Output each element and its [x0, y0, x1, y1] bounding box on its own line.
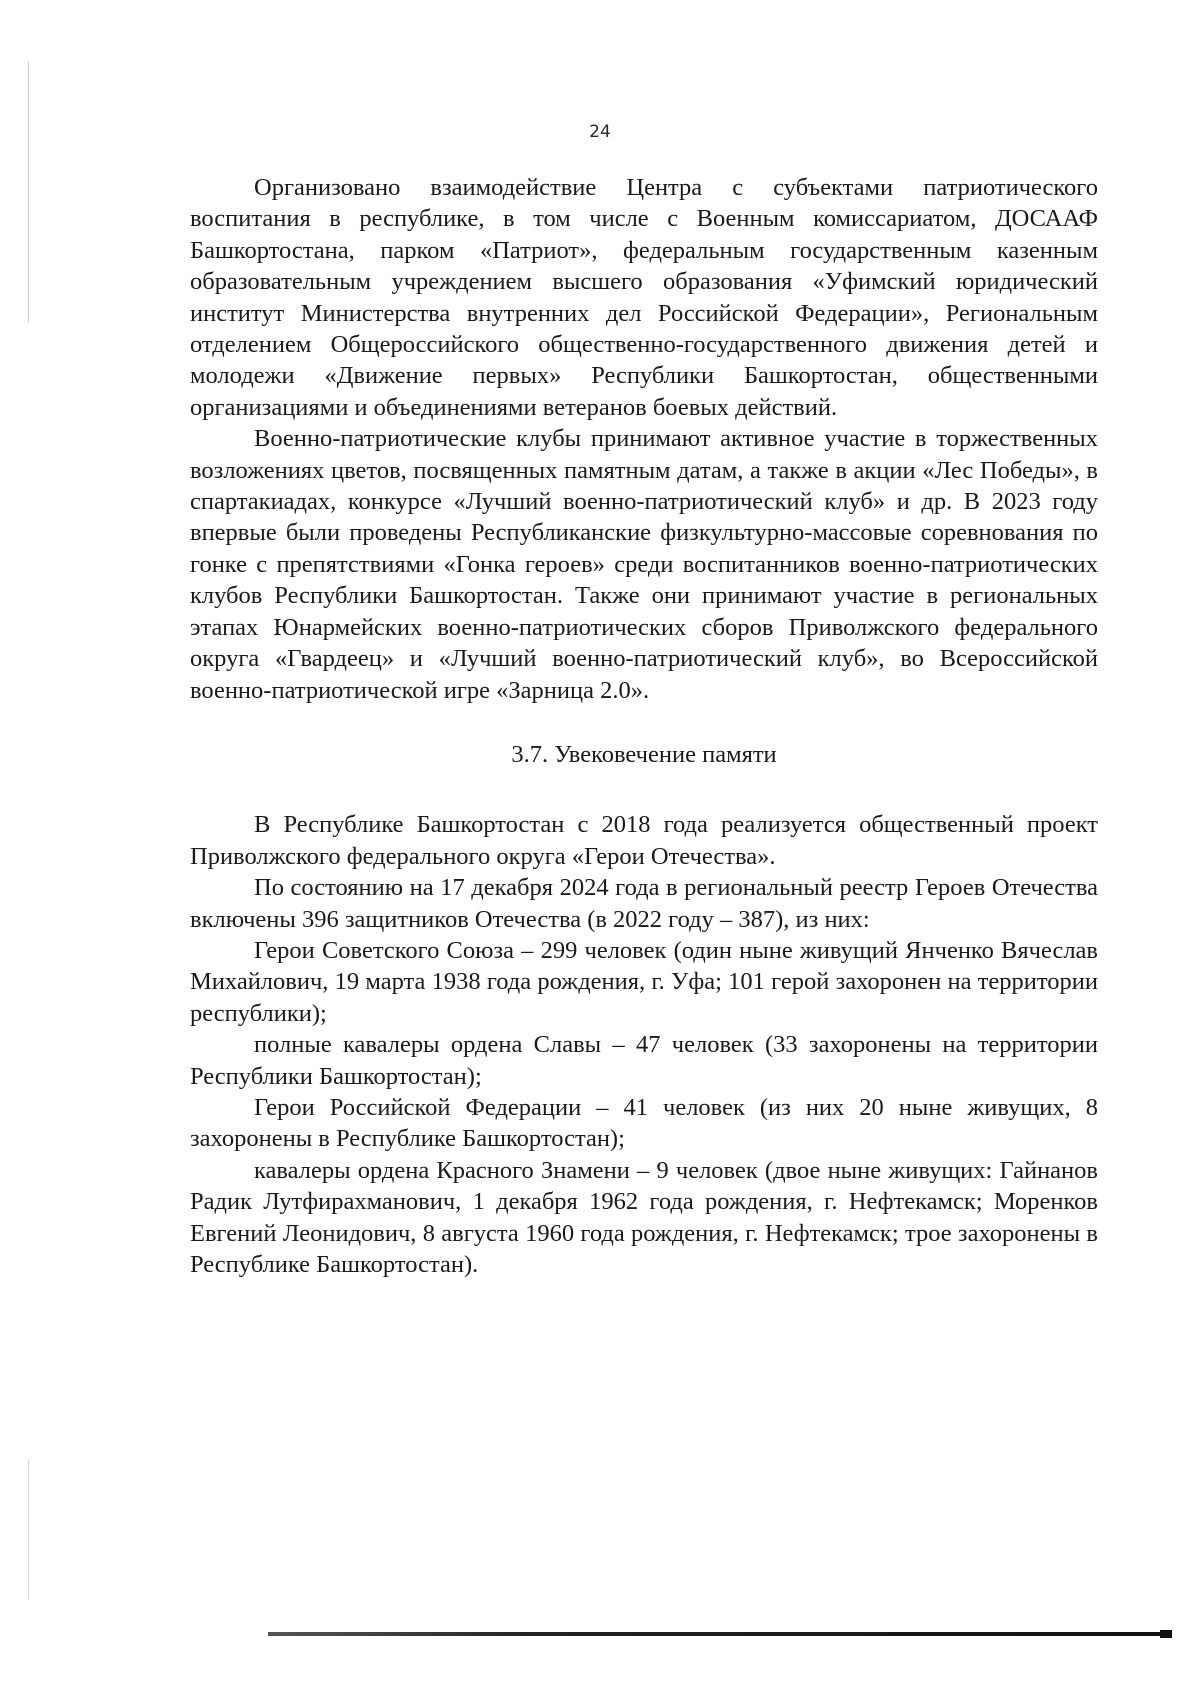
scan-margin-line: [28, 1460, 29, 1600]
paragraph-red-banner: кавалеры ордена Красного Знамени – 9 человек (двое ныне живущих: Гайнанов Радик Лутфирахманович, 1 декабря 1962 года рождения, г. Нефтекамск; Моренков Евгений Леонидович, 8 августа 1960 года рождения, г. Нефтекамск; трое захоронены в Республике Башкортостан).: [190, 1156, 1098, 1278]
section-heading: 3.7. Увековечение памяти: [511, 740, 777, 768]
paragraph-russian-heroes: Герои Российской Федерации – 41 человек (из них 20 ныне живущих, 8 захоронены в Республике Башкортостан);: [190, 1093, 1098, 1153]
scan-bottom-border-end: [1160, 1630, 1172, 1638]
document-body: [190, 172, 1098, 1280]
scan-margin-line: [28, 62, 29, 322]
paragraph-heroes-project: В Республике Башкортостан с 2018 года реализуется общественный проект Приволжского федерального округа «Герои Отечества».: [190, 811, 1098, 870]
paragraph-registry: По состоянию на 17 декабря 2024 года в региональный реестр Героев Отечества включены 396 защитников Отечества (в 2022 году – 387), из них:: [190, 874, 1098, 933]
paragraph-cooperation: Организовано взаимодействие Центра с субъектами патриотического воспитания в республике, в том числе с Военным комиссариатом, ДОСААФ Башкортостана, парком «Патриот», федеральным государственным казенным образовательным учреждением высшего образования «Уфимский юридический институт Министерства внутренних дел Российской Федерации», Региональным отделением Общероссийского общественно-государственного движения детей и молодежи «Движение первых» Республики Башкортостан, общественными организациями и объединениями ветеранов боевых действий.: [190, 174, 1098, 421]
paragraph-glory-order: полные кавалеры ордена Славы – 47 человек (33 захоронены на территории Республики Башкортостан);: [190, 1031, 1098, 1090]
paragraph-soviet-heroes: Герои Советского Союза – 299 человек (один ныне живущий Янченко Вячеслав Михайлович, 19 марта 1938 года рождения, г. Уфа; 101 герой захоронен на территории республики);: [190, 936, 1098, 1027]
paragraph-military-clubs: Военно-патриотические клубы принимают активное участие в торжественных возложениях цветов, посвященных памятным датам, а также в акции «Лес Победы», в спартакиадах, конкурсе «Лучший военно-патриотический клуб» и др. В 2023 году впервые были проведены Республиканские физкультурно-массовые соревнования по гонке с препятствиями «Гонка героев» среди воспитанников военно-патриотических клубов Республики Башкортостан. Также они принимают участие в региональных этапах Юнармейских военно-патриотических сборов Приволжского федерального округа «Гвардеец» и «Лучший военно-патриотический клуб», во Всероссийской военно-патриотической игре «Зарница 2.0».: [190, 425, 1098, 704]
scan-bottom-border: [268, 1632, 1172, 1636]
page-number: 24: [589, 122, 611, 142]
